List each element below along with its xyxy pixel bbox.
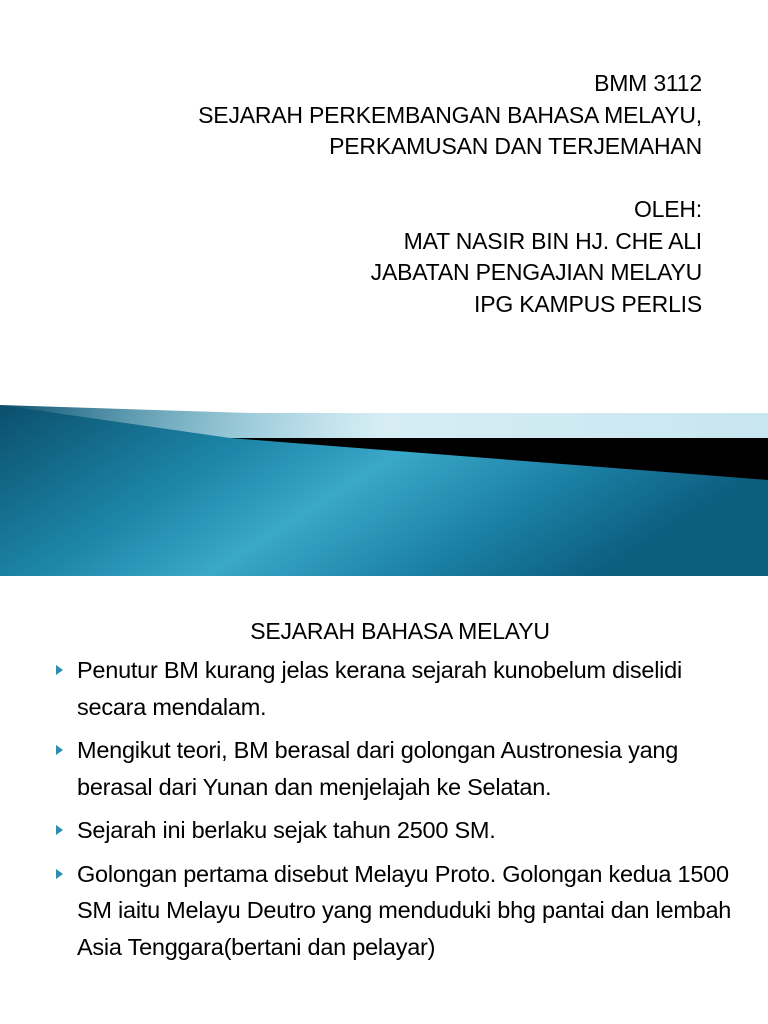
course-title-line-1: SEJARAH PERKEMBANGAN BAHASA MELAYU,	[198, 101, 702, 128]
bullet-text: Golongan pertama disebut Melayu Proto. Golongan kedua 1500 SM iaitu Melayu Deutro yang menduduki bhg pantai dan lembah Asia Tenggara(bertani dan pelayar)	[77, 860, 732, 960]
triangle-bullet-icon	[56, 745, 63, 755]
department: JABATAN PENGAJIAN MELAYU	[370, 259, 702, 285]
course-code: BMM 3112	[594, 70, 702, 96]
triangle-bullet-icon	[56, 869, 63, 879]
author-label: OLEH:	[633, 196, 702, 222]
author-name: MAT NASIR BIN HJ. CHE ALI	[403, 227, 702, 254]
bullet-text: Sejarah ini berlaku sejak tahun 2500 SM.	[77, 817, 496, 843]
bullet-text: Penutur BM kurang jelas kerana sejarah kunobelum diselidi secara mendalam.	[77, 657, 682, 720]
institution: IPG KAMPUS PERLIS	[474, 290, 702, 317]
list-item	[56, 652, 746, 725]
triangle-bullet-icon	[56, 825, 63, 835]
list-item	[56, 856, 746, 966]
slide-heading: SEJARAH BAHASA MELAYU	[250, 618, 550, 644]
spacer	[198, 163, 702, 195]
decorative-banner	[0, 405, 768, 576]
bullet-list	[56, 652, 746, 972]
list-item	[56, 812, 746, 849]
course-title-line-2: PERKAMUSAN DAN TERJEMAHAN	[329, 133, 702, 159]
title-block	[198, 68, 702, 320]
list-item	[56, 732, 746, 805]
triangle-bullet-icon	[56, 665, 63, 675]
content-slide	[0, 576, 768, 1024]
bullet-text: Mengikut teori, BM berasal dari golongan Austronesia yang berasal dari Yunan dan menjelajah ke Selatan.	[77, 737, 679, 800]
